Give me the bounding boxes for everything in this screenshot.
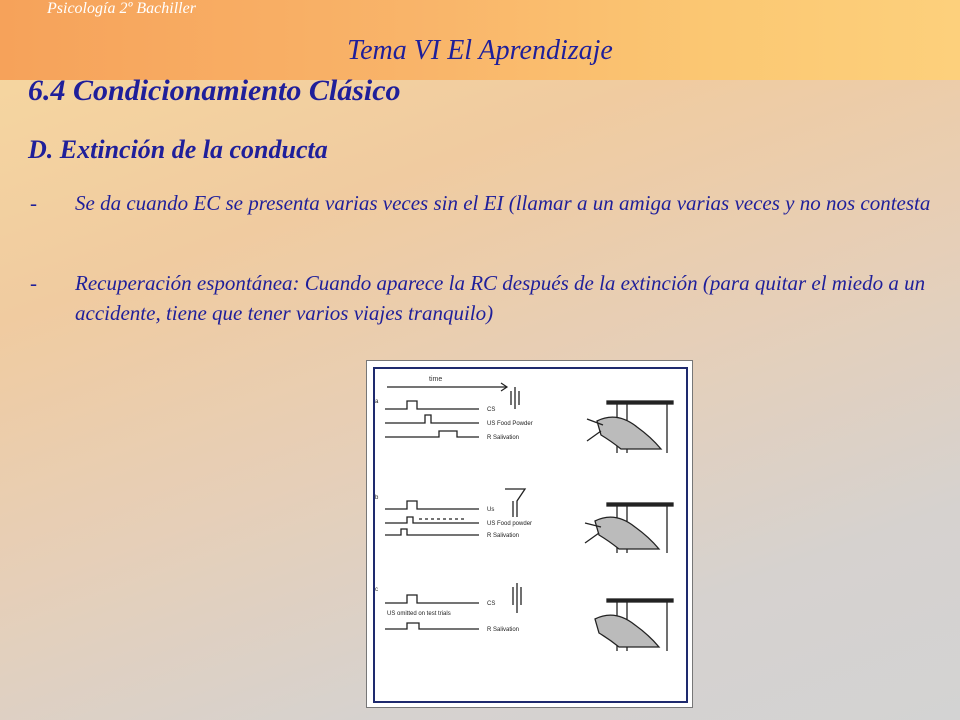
trace-label: R Salivation — [487, 627, 520, 633]
conditioning-diagram-image — [366, 360, 693, 708]
bullet-dash: - — [30, 271, 37, 295]
bullet-item — [30, 188, 940, 218]
bullet-text: Recuperación espontánea: Cuando aparece la RC después de la extinción (para quitar el miedo a un accidente, tiene que tener varios viajes tranquilo) — [75, 271, 926, 325]
subject-label: Psicología 2º Bachiller — [47, 0, 196, 17]
panel-c-traces — [385, 583, 673, 651]
panel-index: b — [375, 495, 379, 501]
bullet-item — [30, 268, 940, 328]
bullet-dash: - — [30, 191, 37, 215]
bullet-text: Se da cuando EC se presenta varias veces sin el EI (llamar a un amiga varias veces y no nos contesta — [75, 191, 931, 215]
trace-label: R Salivation — [487, 533, 520, 539]
panel-index: a — [375, 399, 379, 405]
trace-label: US Food powder — [487, 521, 533, 527]
trace-label: Us — [487, 507, 495, 513]
trace-label: CS — [487, 601, 496, 607]
trace-label: US omitted on test trials — [387, 611, 451, 617]
time-label: time — [429, 376, 443, 383]
subheading: D. Extinción de la conducta — [28, 135, 328, 164]
trace-label: CS — [487, 407, 496, 413]
panel-index: c — [375, 587, 378, 593]
slide-topic-title: Tema VI El Aprendizaje — [347, 35, 613, 66]
diagram-drawing — [367, 361, 692, 707]
trace-label: R Salivation — [487, 435, 520, 441]
trace-label: US Food Powder — [487, 421, 533, 427]
section-title: 6.4 Condicionamiento Clásico — [28, 74, 401, 107]
panel-a-traces — [385, 387, 673, 453]
